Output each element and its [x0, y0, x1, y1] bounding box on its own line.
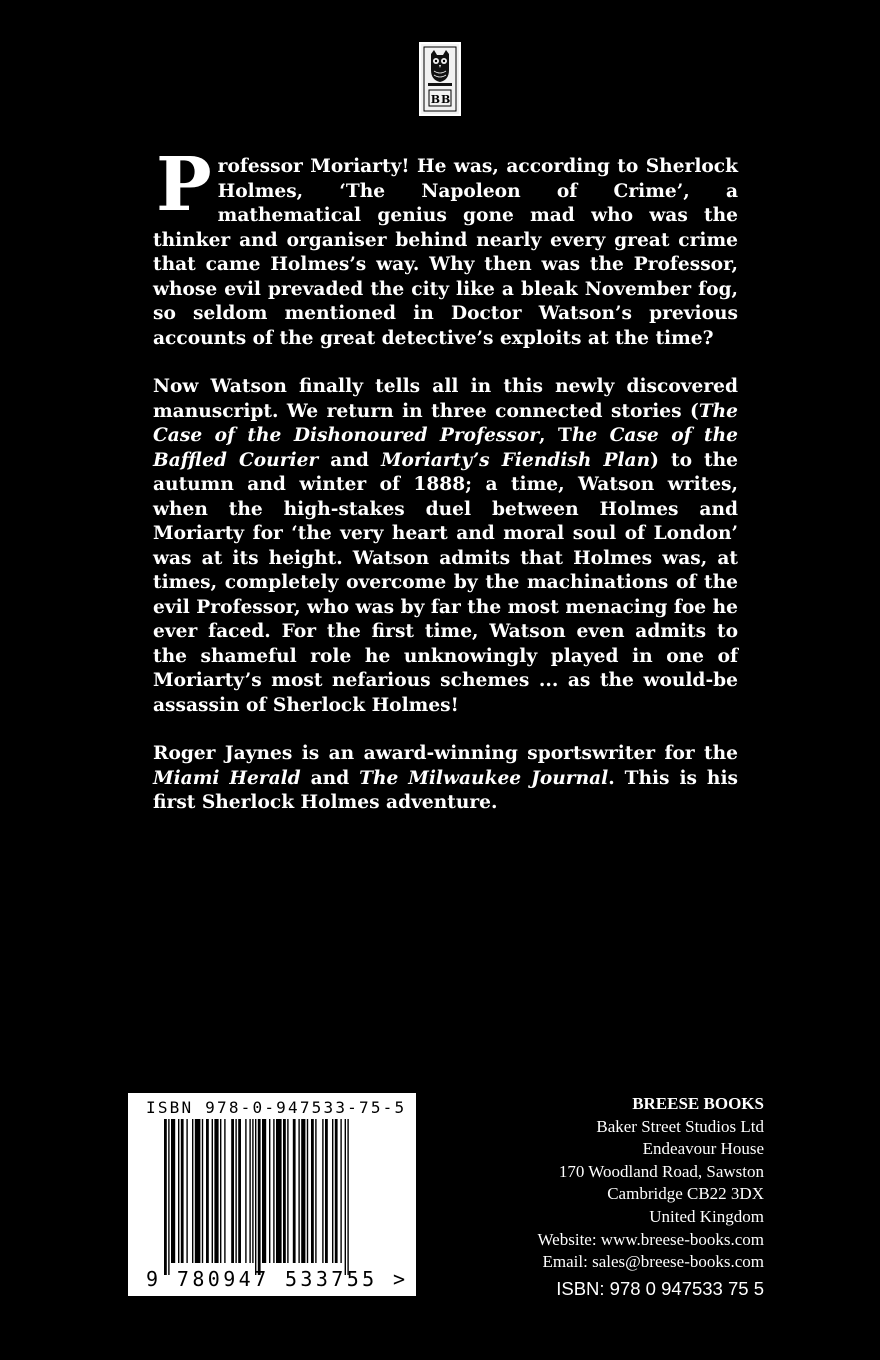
barcode-bar [293, 1119, 296, 1263]
publisher-name: BREESE BOOKS [632, 1094, 764, 1113]
barcode-bar [168, 1119, 169, 1275]
barcode-bar [214, 1119, 218, 1263]
barcode-bar [258, 1119, 261, 1275]
publisher-info [538, 1093, 765, 1300]
blurb-paragraph-2 [153, 375, 738, 718]
story-title-1: The Case of the Dishonoured Professor [153, 400, 738, 446]
publication-2: The Milwaukee Journal [359, 767, 609, 789]
barcode-bar [255, 1119, 256, 1275]
publisher-logo [419, 42, 461, 116]
blurb-p2-sep-2: and [318, 449, 381, 471]
barcode-bar [171, 1119, 175, 1263]
drop-cap: P [156, 142, 212, 228]
barcode-bar [192, 1119, 193, 1263]
barcode-bar [195, 1119, 201, 1263]
barcode [128, 1093, 416, 1296]
barcode-bar [311, 1119, 314, 1263]
publisher-address-line-3: 170 Woodland Road, Sawston [558, 1161, 764, 1181]
publisher-email: Email: sales@breese-books.com [542, 1252, 764, 1272]
barcode-bar [301, 1119, 305, 1263]
author-bio-sep: and [300, 767, 360, 789]
publisher-address-line-2: Endeavour House [642, 1139, 764, 1159]
barcode-bar [181, 1119, 184, 1263]
barcode-bar [269, 1119, 270, 1263]
publication-1: Miami Herald [153, 767, 301, 789]
barcode-bar [283, 1119, 286, 1263]
barcode-bar [307, 1119, 308, 1263]
barcode-bar [178, 1119, 179, 1263]
blurb-p2-sep-1: , T [539, 425, 572, 446]
barcode-bar [273, 1119, 274, 1263]
logo-monogram: BB [430, 93, 452, 106]
barcode-bar [212, 1119, 213, 1263]
barcode-bar [345, 1119, 346, 1275]
blurb-text [153, 142, 738, 840]
barcode-bar [315, 1119, 316, 1263]
barcode-bar [347, 1119, 348, 1275]
barcode-bar [245, 1119, 246, 1263]
blurb-paragraph-3 [153, 742, 738, 816]
story-title-2: he Case of the Baffled Courier [153, 425, 738, 471]
blurb-paragraph-1 [153, 142, 738, 351]
barcode-bar [287, 1119, 288, 1263]
barcode-bar [340, 1119, 341, 1263]
publisher-isbn: ISBN: 978 0 947533 75 5 [556, 1277, 764, 1299]
barcode-bar [164, 1119, 167, 1275]
barcode-bar [224, 1119, 225, 1263]
blurb-p2-text-b: ) to the autumn and winter of 1888; a time, Watson writes, when the high-stakes duel between Holmes and Moriarty for ‘the very heart and moral soul of London’ was at its height. Watson admits that Holmes was, at times, completely overcome by the machinations of the evil Professor, who was by far the most menacing foe he ever faced. For the first time, Watson even admits to the shameful role he unknowingly played in one of Moriarty’s most nefarious schemes ... as the would-be assassin of Sherlock Holmes! [153, 449, 738, 716]
barcode-bar [335, 1119, 338, 1263]
barcode-bar [186, 1119, 187, 1263]
barcode-isbn-label: ISBN 978-0-947533-75-5 [146, 1098, 407, 1117]
publisher-address-line-1: Baker Street Studios Ltd [596, 1116, 764, 1136]
barcode-bar [231, 1119, 234, 1263]
barcode-bar [325, 1119, 328, 1263]
barcode-bar [322, 1119, 323, 1263]
barcode-bar [235, 1119, 236, 1263]
barcode-bar [332, 1119, 333, 1263]
barcode-bar [220, 1119, 221, 1263]
barcode-digits: 9 780947 533755 > [146, 1267, 409, 1291]
barcode-bar [206, 1119, 209, 1263]
blurb-p2-text-a: Now Watson finally tells all in this newly discovered manuscript. We return in three connected stories ( [153, 376, 738, 422]
publisher-address-line-5: United Kingdom [649, 1206, 764, 1226]
barcode-bar [238, 1119, 241, 1263]
publisher-website: Website: www.breese-books.com [537, 1229, 764, 1249]
barcode-bar [202, 1119, 203, 1263]
barcode-bar [276, 1119, 282, 1263]
blurb-paragraph-1-text: rofessor Moriarty! He was, according to Sherlock Holmes, ‘The Napoleon of Crime’, a mathematical genius gone mad who was the thinker and organiser behind nearly every great crime that came Holmes’s way. Why then was the Professor, whose evil prevaded the city like a bleak November fog, so seldom mentioned in Doctor Watson’s previous accounts of the great detective’s exploits at the time? [153, 156, 738, 349]
barcode-bar [252, 1119, 253, 1263]
barcode-bar [262, 1119, 266, 1263]
author-bio-a: Roger Jaynes is an award-winning sportswriter for the [153, 743, 738, 764]
barcode-bar [298, 1119, 299, 1263]
author-bio-b: . This is his first Sherlock Holmes adventure. [153, 767, 738, 813]
publisher-address-line-4: Cambridge CB22 3DX [607, 1184, 764, 1204]
barcode-bar [249, 1119, 250, 1263]
barcode-bars [128, 1093, 416, 1296]
story-title-3: Moriarty’s Fiendish Plan [380, 449, 651, 471]
